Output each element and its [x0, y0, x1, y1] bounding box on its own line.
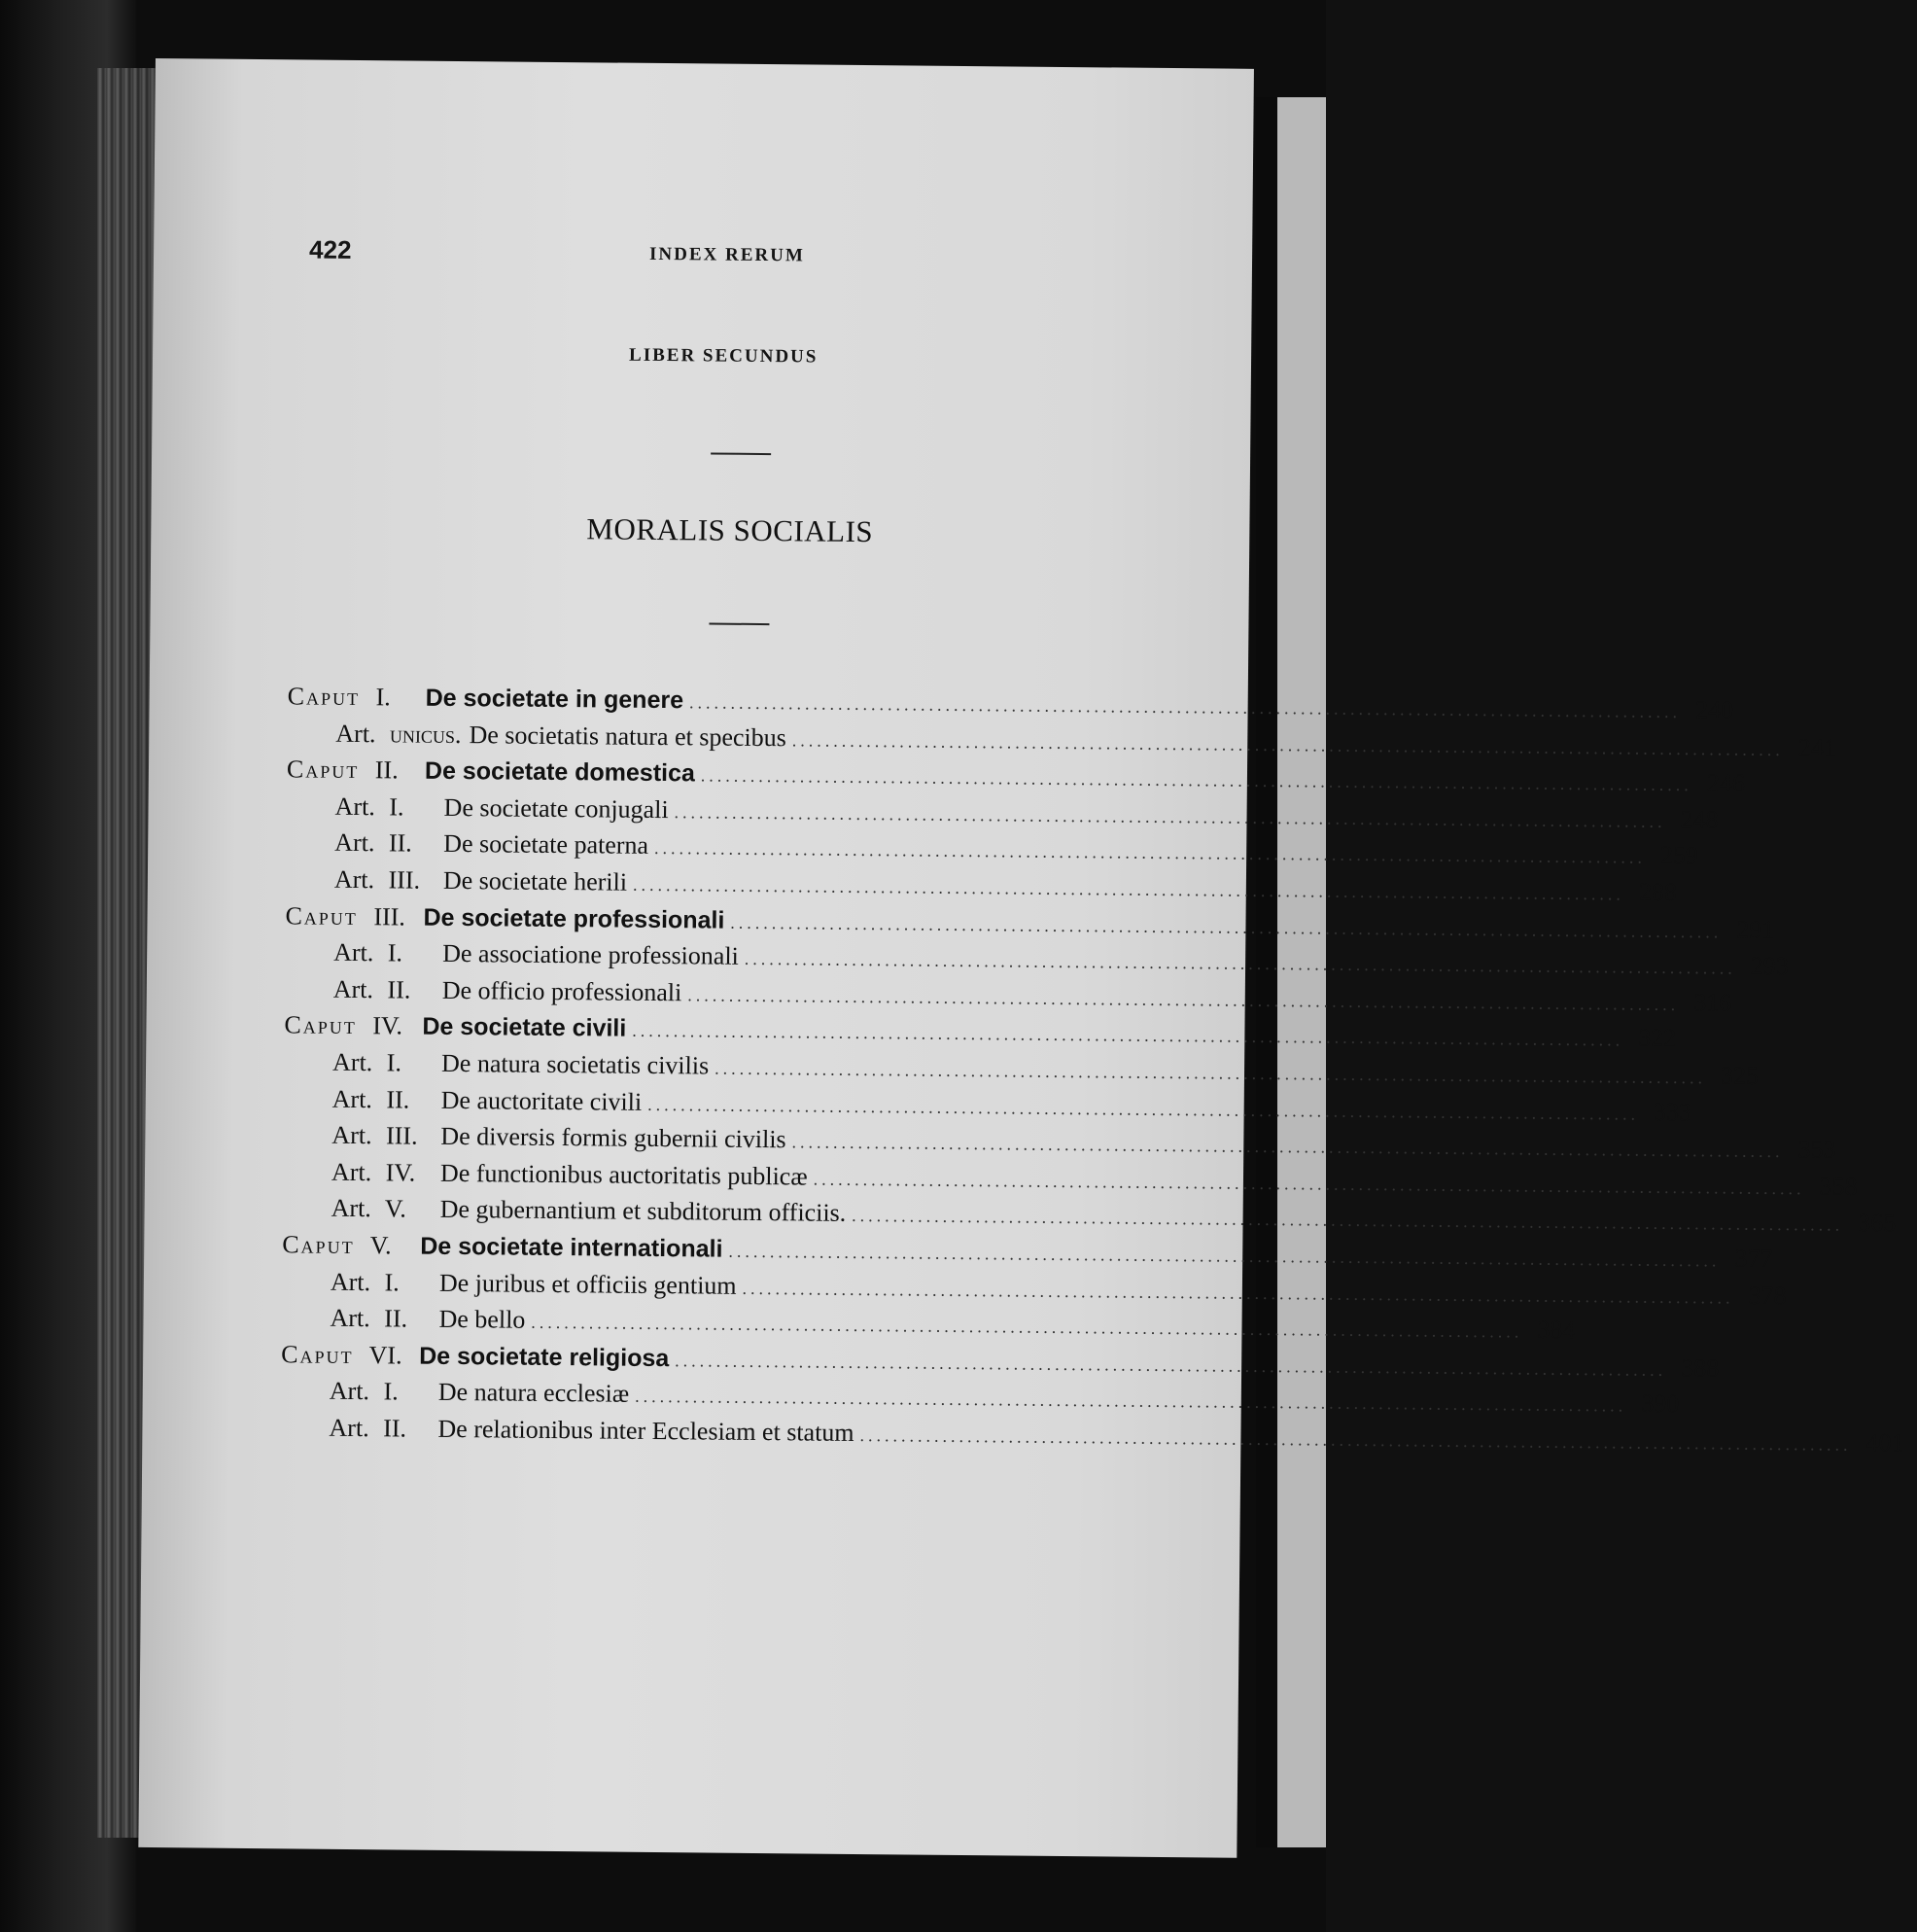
article-label [330, 1304, 438, 1334]
entry-number: II. [387, 975, 411, 1004]
entry-page-number: 353 [1797, 1135, 1836, 1164]
entry-number: V. [369, 1231, 392, 1260]
dot-leader: ........................................................................................................................ [531, 1312, 1523, 1342]
dot-leader: ........................................................................................................................ [742, 1278, 1734, 1308]
entry-number: VI. [368, 1340, 402, 1370]
entry-page-number: 322 [1638, 1024, 1677, 1053]
article-label [332, 1048, 441, 1078]
entry-number: V. [384, 1194, 406, 1223]
art-word: Art. [331, 1194, 371, 1223]
entry-page-number: 325 [1720, 1061, 1760, 1090]
entry-number: I. [387, 938, 403, 967]
table-of-contents [280, 682, 1904, 1458]
entry-number: IV. [385, 1158, 416, 1187]
entry-page-number: 291 [1736, 915, 1775, 944]
entry-page-number: 248 [1680, 804, 1719, 834]
dot-leader: ........................................................................................................................ [813, 1169, 1805, 1199]
entry-page-number: 333 [1654, 1097, 1692, 1126]
article-label [331, 1158, 440, 1188]
chapter-label [285, 901, 423, 931]
article-label [331, 1194, 440, 1224]
dot-leader: ........................................................................................................................ [715, 1058, 1707, 1088]
chapter-label [284, 1011, 422, 1041]
entry-title: De societate conjugali [443, 792, 669, 824]
entry-number: II. [383, 1414, 407, 1443]
dot-leader: ........................................................................................................................ [791, 729, 1784, 759]
article-label [335, 719, 461, 749]
entry-title: De societate in genere [425, 684, 684, 715]
art-word: Art. [334, 828, 375, 858]
entry-page-number: 259 [1659, 841, 1699, 870]
dot-leader: ........................................................................................................................ [852, 1206, 1844, 1236]
entry-page-number: 365 [1858, 1209, 1897, 1238]
book-title: LIBER SECUNDUS [628, 344, 819, 368]
dot-leader: ........................................................................................................................ [674, 801, 1666, 831]
dot-leader: ........................................................................................................................ [791, 1132, 1784, 1162]
entry-page-number: 240 [1694, 695, 1734, 724]
dot-leader: ........................................................................................................................ [730, 912, 1723, 942]
entry-title: De societate civili [422, 1013, 627, 1043]
dot-leader: ........................................................................................................................ [675, 1350, 1667, 1380]
caput-word: Caput [287, 682, 361, 712]
entry-page-number: 384 [1537, 1315, 1576, 1345]
art-word: Art. [331, 1047, 373, 1077]
art-word: Art. [329, 1377, 370, 1406]
entry-page-number: 288 [1638, 877, 1678, 907]
entry-title: De natura ecclesiæ [437, 1378, 630, 1409]
entry-title: De functionibus auctoritatis publicæ [439, 1158, 808, 1191]
article-label [330, 1377, 438, 1407]
chapter-label [281, 1340, 419, 1370]
entry-number: III. [373, 901, 406, 931]
page-number: 422 [308, 234, 352, 264]
entry-page-number: 293 [1750, 951, 1789, 981]
entry-page-number: 390 [1641, 1389, 1680, 1419]
entry-number: unicus. [389, 719, 462, 749]
chapter-label [288, 682, 426, 712]
entry-title: De natura societatis civilis [440, 1048, 710, 1080]
toc-article-entry [280, 1413, 1904, 1458]
article-label [334, 865, 443, 896]
entry-page-number: 358 [1819, 1172, 1858, 1201]
article-label [332, 1084, 441, 1114]
divider-rule [709, 622, 769, 625]
dot-leader: ........................................................................................................................ [632, 874, 1625, 904]
chapter-label [282, 1230, 420, 1260]
dot-leader: ........................................................................................................................ [687, 985, 1680, 1014]
entry-title: De societate herili [442, 865, 628, 896]
entry-number: III. [385, 1121, 418, 1150]
divider-rule [711, 453, 771, 456]
chapter-label [287, 755, 425, 786]
entry-title: De relationibus inter Ecclesiam et statum [437, 1414, 854, 1447]
caput-word: Caput [285, 900, 359, 931]
entry-number: I. [384, 1267, 400, 1296]
entry-page-number: 316 [1693, 987, 1732, 1017]
entry-number: III. [388, 865, 421, 895]
caput-word: Caput [286, 755, 360, 785]
entry-title: De societate internationali [420, 1232, 723, 1263]
entry-number: I. [389, 792, 404, 822]
entry-title: De diversis formis gubernii civilis [440, 1121, 786, 1154]
art-word: Art. [331, 1120, 372, 1150]
entry-title: De auctoritate civili [440, 1085, 643, 1116]
entry-title: De societatis natura et specibus [469, 720, 786, 752]
article-label [333, 938, 442, 968]
dot-leader: ........................................................................................................................ [859, 1424, 1852, 1455]
article-label [333, 975, 442, 1005]
dot-leader: ........................................................................................................................ [647, 1094, 1640, 1124]
art-word: Art. [331, 1084, 373, 1113]
article-label [334, 792, 443, 823]
entry-page-number: 378 [1748, 1281, 1787, 1310]
entry-number: IV. [372, 1011, 403, 1040]
entry-title: De societate paterna [443, 829, 649, 861]
entry-title: De juribus et officiis gentium [438, 1268, 737, 1300]
art-word: Art. [334, 791, 375, 821]
entry-title: De societate professionali [423, 903, 725, 934]
entry-page-number: 388 [1681, 1352, 1720, 1383]
entry-page-number: 377 [1734, 1244, 1773, 1273]
dot-leader: ........................................................................................................................ [632, 1021, 1624, 1050]
dot-leader: ........................................................................................................................ [744, 949, 1736, 978]
entry-title: De associatione professionali [442, 939, 739, 970]
entry-number: II. [374, 755, 399, 785]
dot-leader: ........................................................................................................................ [728, 1241, 1721, 1271]
art-word: Art. [332, 974, 374, 1003]
entry-number: II. [384, 1304, 408, 1333]
book-page [138, 58, 1904, 1858]
article-label [331, 1121, 440, 1151]
dot-leader: ........................................................................................................................ [700, 765, 1692, 795]
caput-word: Caput [281, 1339, 354, 1369]
article-label [329, 1414, 437, 1444]
entry-number: I. [375, 683, 391, 712]
entry-number: II. [388, 828, 412, 858]
entry-number: I. [383, 1377, 399, 1406]
part-title: MORALIS SOCIALIS [586, 511, 874, 549]
art-word: Art. [329, 1413, 369, 1443]
entry-title: De gubernantium et subditorum officiis. [439, 1195, 847, 1228]
art-word: Art. [330, 1267, 371, 1296]
entry-number: II. [386, 1084, 410, 1114]
entry-page-number: 246 [1706, 768, 1745, 797]
caput-word: Caput [284, 1010, 357, 1040]
art-word: Art. [333, 937, 374, 967]
article-label [331, 1267, 439, 1297]
entry-page-number: 401 [1865, 1427, 1904, 1458]
running-title: INDEX RERUM [648, 243, 805, 266]
dot-leader: ........................................................................................................................ [653, 838, 1647, 868]
article-label [334, 828, 443, 859]
entry-title: De societate religiosa [419, 1342, 670, 1372]
art-word: Art. [333, 864, 375, 895]
entry-title: De societate domestica [424, 756, 696, 788]
entry-number: I. [386, 1048, 402, 1077]
caput-word: Caput [282, 1230, 355, 1259]
dot-leader: ........................................................................................................................ [635, 1387, 1627, 1416]
entry-title: De officio professionali [441, 975, 682, 1006]
art-word: Art. [331, 1157, 372, 1186]
art-word: Art. [335, 719, 376, 748]
dot-leader: ........................................................................................................................ [688, 692, 1682, 722]
entry-page-number: 241 [1797, 732, 1836, 762]
art-word: Art. [330, 1303, 370, 1333]
entry-title: De bello [438, 1304, 526, 1334]
